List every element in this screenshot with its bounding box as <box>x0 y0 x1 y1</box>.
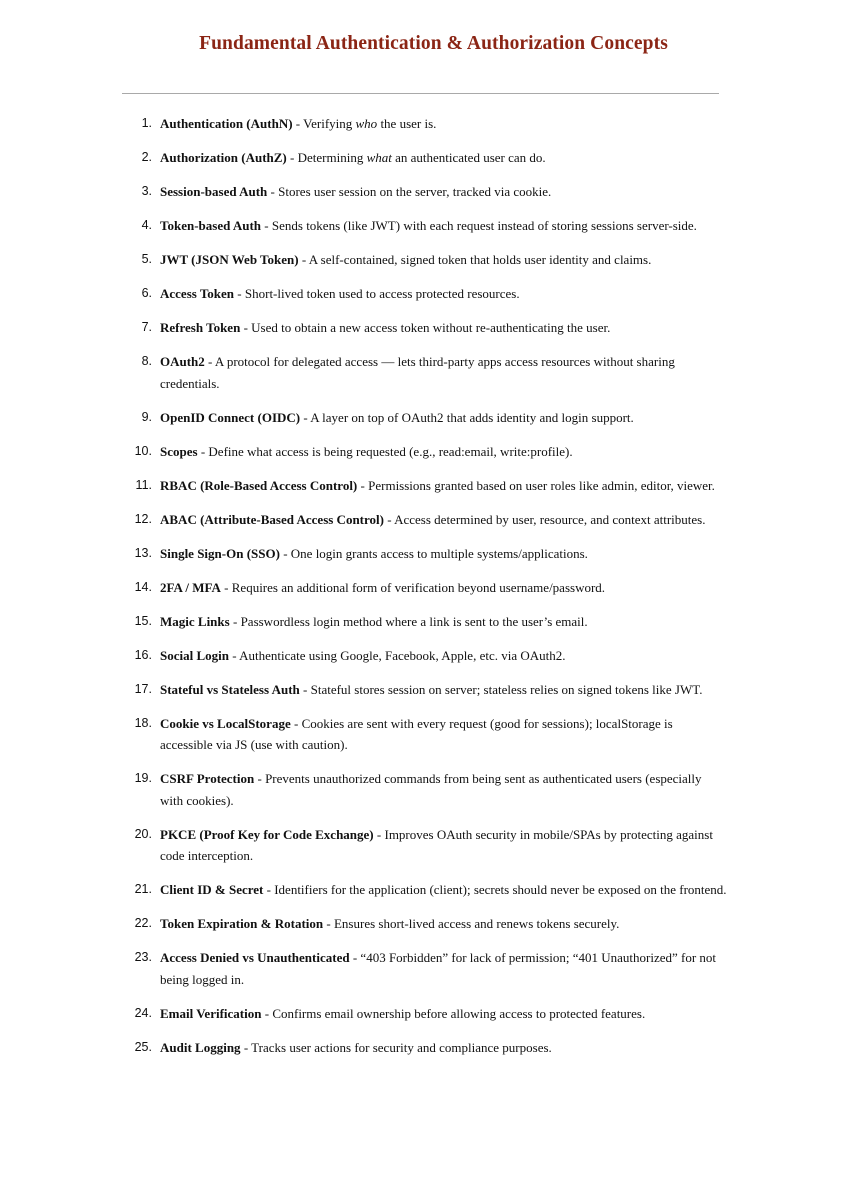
item-emphasis: what <box>366 150 392 165</box>
item-separator: - <box>261 1005 273 1021</box>
item-description: Tracks user actions for security and compliance purposes. <box>251 1039 552 1055</box>
item-description: Verifying <box>303 116 356 131</box>
item-number: 18. <box>134 715 152 730</box>
item-description: Ensures short-lived access and renews tokens securely. <box>333 916 620 931</box>
item-description: Determining <box>297 150 367 165</box>
item-number: 8. <box>141 354 152 368</box>
list-item <box>0 283 867 305</box>
title-divider <box>122 93 719 94</box>
item-term: Stateful vs Stateless Auth <box>160 681 300 697</box>
item-term: OpenID Connect (OIDC) <box>160 409 301 425</box>
list-item <box>0 509 867 531</box>
item-description: Used to obtain a new access token without re-authenticating the user. <box>251 320 611 335</box>
item-term: Authorization (AuthZ) <box>160 150 287 165</box>
list-item <box>0 768 867 811</box>
item-number: 5. <box>141 252 152 266</box>
item-separator: - <box>240 320 252 335</box>
item-number: 19. <box>134 771 152 785</box>
list-item <box>0 1037 867 1059</box>
item-number: 17. <box>134 681 152 696</box>
item-number: 3. <box>141 184 152 198</box>
item-description: A protocol for delegated access — lets third-party apps access resources without sharing credentials. <box>160 354 675 391</box>
list-item <box>0 113 867 135</box>
item-description: Passwordless login method where a link is sent to the user’s email. <box>240 613 588 629</box>
item-description: Permissions granted based on user roles like admin, editor, viewer. <box>368 477 715 493</box>
item-separator: - <box>254 771 266 786</box>
item-term: Access Denied vs Unauthenticated <box>160 950 350 965</box>
item-term: Cookie vs LocalStorage <box>160 715 291 731</box>
item-separator: - <box>292 116 304 131</box>
item-term: JWT (JSON Web Token) <box>160 252 299 267</box>
item-description: Confirms email ownership before allowing access to protected features. <box>272 1005 646 1021</box>
item-number: 22. <box>134 916 152 930</box>
item-term: Scopes <box>160 443 198 459</box>
item-term: Magic Links <box>160 613 230 629</box>
list-item <box>0 147 867 169</box>
item-description: Prevents unauthorized commands from being sent as authenticated users (especially with cookies). <box>160 771 702 808</box>
item-term: Refresh Token <box>160 320 241 335</box>
item-description: Authenticate using Google, Facebook, Apple, etc. via OAuth2. <box>239 647 566 663</box>
item-term: PKCE (Proof Key for Code Exchange) <box>160 826 374 842</box>
item-description: “403 Forbidden” for lack of permission; “401 Unauthorized” for not being logged in. <box>160 950 717 987</box>
item-term: Token Expiration & Rotation <box>160 916 324 931</box>
item-term: Email Verification <box>160 1005 262 1021</box>
item-separator: - <box>286 150 298 165</box>
item-term: Session-based Auth <box>160 184 268 199</box>
list-item <box>0 441 867 463</box>
item-separator: - <box>220 579 232 595</box>
item-description: Improves OAuth security in mobile/SPAs by protecting against code interception. <box>160 826 713 863</box>
item-number: 11. <box>135 477 152 492</box>
item-term: RBAC (Role-Based Access Control) <box>160 477 358 493</box>
item-number: 23. <box>134 950 152 964</box>
item-term: Access Token <box>160 286 235 301</box>
item-emphasis: who <box>355 116 378 131</box>
item-description: Stores user session on the server, tracked via cookie. <box>278 184 552 199</box>
item-term: 2FA / MFA <box>160 579 221 595</box>
item-description: Define what access is being requested (e.g., read:email, write:profile). <box>208 443 573 459</box>
item-description: A self-contained, signed token that holds user identity and claims. <box>308 252 652 267</box>
list-item <box>0 215 867 237</box>
item-separator: - <box>323 916 334 931</box>
item-separator: - <box>261 218 272 233</box>
list-item <box>0 407 867 429</box>
item-number: 1. <box>141 116 152 130</box>
item-separator: - <box>204 354 215 369</box>
item-number: 7. <box>141 320 152 334</box>
item-separator: - <box>279 545 291 561</box>
item-number: 12. <box>134 511 152 526</box>
item-separator: - <box>383 511 395 527</box>
item-separator: - <box>349 950 361 965</box>
item-description: Sends tokens (like JWT) with each request instead of storing sessions server-side. <box>271 218 697 233</box>
item-description: Requires an additional form of verification beyond username/password. <box>231 579 606 595</box>
list-item <box>0 1003 867 1025</box>
list-item <box>0 543 867 565</box>
item-term: Social Login <box>160 647 229 663</box>
item-separator: - <box>234 286 245 301</box>
list-item <box>0 249 867 271</box>
item-separator: - <box>357 477 369 493</box>
item-separator: - <box>373 826 385 842</box>
item-separator: - <box>298 252 309 267</box>
list-item <box>0 713 867 756</box>
item-separator: - <box>240 1039 252 1055</box>
item-term: Client ID & Secret <box>160 882 264 897</box>
list-item <box>0 913 867 935</box>
item-separator: - <box>300 409 311 425</box>
list-item <box>0 317 867 339</box>
item-number: 14. <box>134 579 152 594</box>
item-separator: - <box>229 613 241 629</box>
item-description-end: an authenticated user can do. <box>391 150 546 165</box>
list-item <box>0 181 867 203</box>
item-description: Short-lived token used to access protected resources. <box>244 286 520 301</box>
item-separator: - <box>299 681 311 697</box>
item-number: 25. <box>134 1039 152 1054</box>
item-number: 2. <box>141 150 152 164</box>
item-number: 24. <box>134 1005 152 1020</box>
item-number: 13. <box>134 545 152 560</box>
item-separator: - <box>263 882 275 897</box>
item-number: 20. <box>134 826 152 841</box>
item-term: Audit Logging <box>160 1039 241 1055</box>
item-description-end: the user is. <box>377 116 437 131</box>
list-item <box>0 611 867 633</box>
item-term: ABAC (Attribute-Based Access Control) <box>160 511 384 527</box>
item-description: Cookies are sent with every request (good for sessions); localStorage is accessible via JS (use with caution). <box>160 715 673 752</box>
item-term: OAuth2 <box>160 354 205 369</box>
item-separator: - <box>229 647 240 663</box>
list-item <box>0 879 867 901</box>
item-separator: - <box>290 715 302 731</box>
item-term: Authentication (AuthN) <box>160 116 293 131</box>
item-separator: - <box>267 184 279 199</box>
list-item <box>0 475 867 497</box>
concept-list <box>0 113 867 1071</box>
list-item <box>0 679 867 701</box>
item-number: 9. <box>141 409 152 424</box>
list-item <box>0 824 867 867</box>
item-term: Single Sign-On (SSO) <box>160 545 280 561</box>
item-number: 4. <box>141 218 152 232</box>
item-separator: - <box>197 443 209 459</box>
item-number: 16. <box>134 647 152 662</box>
item-number: 15. <box>134 613 152 628</box>
item-description: A layer on top of OAuth2 that adds identity and login support. <box>310 409 634 425</box>
list-item <box>0 351 867 394</box>
item-description: Access determined by user, resource, and context attributes. <box>394 511 706 527</box>
item-number: 21. <box>134 882 152 896</box>
item-number: 6. <box>141 286 152 300</box>
page-title: Fundamental Authentication & Authorization Concepts <box>199 33 668 54</box>
list-item <box>0 645 867 667</box>
item-term: CSRF Protection <box>160 771 255 786</box>
item-description: Identifiers for the application (client); secrets should never be exposed on the frontend. <box>274 882 727 897</box>
item-number: 10. <box>134 443 152 458</box>
list-item <box>0 577 867 599</box>
item-description: Stateful stores session on server; stateless relies on signed tokens like JWT. <box>310 681 703 697</box>
item-term: Token-based Auth <box>160 218 262 233</box>
item-description: One login grants access to multiple systems/applications. <box>290 545 588 561</box>
list-item <box>0 947 867 990</box>
